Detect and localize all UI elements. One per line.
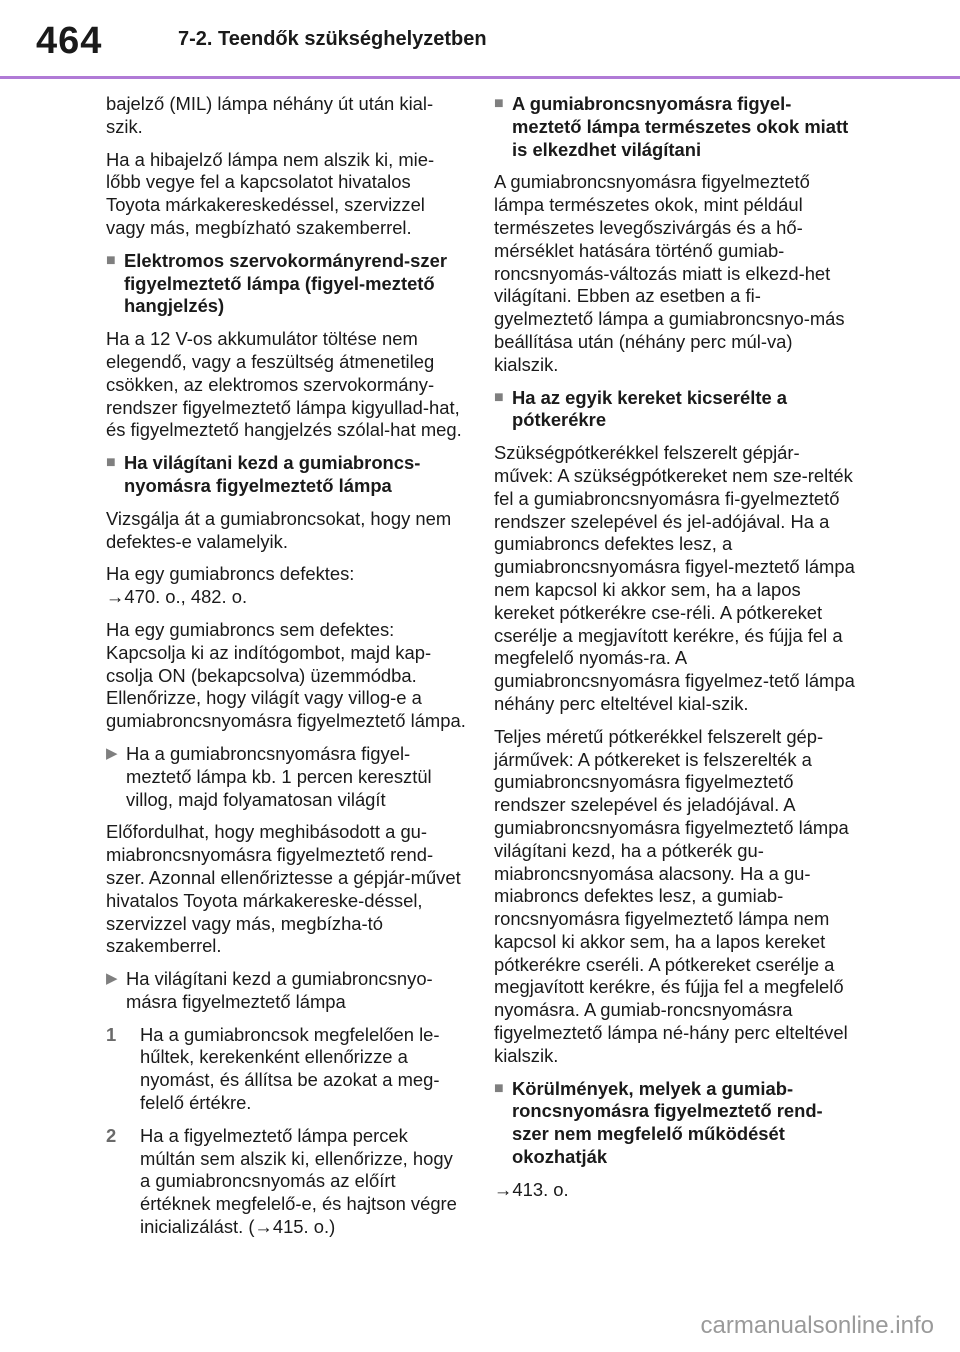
triangle-bullet-icon: ▶ xyxy=(106,744,118,762)
section-heading xyxy=(106,250,468,318)
section-heading-text: Ha világítani kezd a gumiabroncs-nyomásra figyelmeztető lámpa xyxy=(124,452,421,496)
step-text: Ha a figyelmeztető lámpa percek múltán sem alszik ki, ellenőrizze, hogy a gumiabroncsnyomás az előírt értéknek megfelelő-e, és hajtson végre inicializálást. (→415. o.) xyxy=(140,1124,457,1238)
chapter-title: 7-2. Teendők szükséghelyzetben xyxy=(178,28,487,50)
paragraph: bajelző (MIL) lámpa néhány út után kial-szik. xyxy=(106,93,434,137)
section-heading xyxy=(494,93,856,161)
triangle-bullet-icon: ▶ xyxy=(106,970,118,988)
paragraph: Vizsgálja át a gumiabroncsokat, hogy nem defektes-e valamelyik. xyxy=(106,507,452,552)
square-bullet-icon: ■ xyxy=(494,1079,504,1097)
left-column xyxy=(106,93,468,1249)
condition-text: Ha világítani kezd a gumiabroncsnyo-másra figyelmeztető lámpa xyxy=(126,968,433,1012)
section-heading-text: Körülmények, melyek a gumiab-roncsnyomásra figyelmeztető rend-szer nem megfelelő működését okozhatják xyxy=(512,1077,823,1168)
step-number: 2 xyxy=(106,1124,117,1146)
square-bullet-icon: ■ xyxy=(106,454,116,472)
watermark: carmanualsonline.info xyxy=(700,1312,934,1339)
paragraph: Ha a hibajelző lámpa nem alszik ki, mie-lőbb vegye fel a kapcsolatot hivatalos Toyota márkakereskedéssel, szervizzel vagy más, megbízható szakemberrel. xyxy=(106,148,435,238)
section-heading-text: Ha az egyik kereket kicserélte a pótkerékre xyxy=(512,386,788,431)
paragraph: Szükségpótkerékkel felszerelt gépjár-művek: A szükségpótkereket nem sze-relték fel a gumiabroncsnyomásra fi-gyelmeztető rendszer szelepével és jel-adójával. Ha a gumiabroncs defektes lesz, a gumiabroncsnyomásra figyel-meztető lámpa nem kapcsol ki akkor sem, ha a lapos kereket pótkerékre cse-réli. A pótkereket cserélje a megjavított kerékre, és fújja fel a megfelelő nyomás-ra. A gumiabroncsnyomásra figyelmez-tető lámpa néhány perc elteltével kial-szik. xyxy=(494,442,855,714)
paragraph: Ha egy gumiabroncs sem defektes: Kapcsolja ki az indítógombot, majd kap-csolja ON (bekapcsolva) üzemmódba. Ellenőrizze, hogy világít vagy villog-e a gumiabroncsnyomásra figyelmeztető lámpa. xyxy=(106,618,466,732)
paragraph: Előfordulhat, hogy meghibásodott a gu-miabroncsnyomásra figyelmeztető rend-szer. Azonnal ellenőriztesse a gépjár-művet hivatalos Toyota márkakereske-déssel, szervizzel vagy más, megbízha-tó szakemberrel. xyxy=(106,821,461,957)
right-column xyxy=(494,93,856,1212)
step-text: Ha a gumiabroncsok megfelelően le-hűltek, kerekenként ellenőrizze a nyomást, és állítsa be azokat a meg-felelő értékre. xyxy=(140,1023,440,1114)
condition-item xyxy=(106,968,468,1014)
section-heading-text: A gumiabroncsnyomásra figyel-meztető lámpa természetes okok miatt is elkezdhet világítani xyxy=(512,93,849,160)
section-heading xyxy=(494,1078,856,1169)
page-reference: →470. o., 482. o. xyxy=(106,586,248,608)
section-heading xyxy=(106,452,468,498)
paragraph-text: Ha egy gumiabroncs defektes: xyxy=(106,563,355,585)
page-number: 464 xyxy=(36,20,103,62)
header-rule xyxy=(0,76,960,79)
step-item xyxy=(106,1125,468,1239)
section-heading-text: Elektromos szervokormányrend-szer figyelmeztető lámpa (figyel-meztető hangjelzés) xyxy=(124,249,447,317)
step-number: 1 xyxy=(106,1023,117,1045)
step-item xyxy=(106,1024,468,1115)
condition-text: Ha a gumiabroncsnyomásra figyel-meztető lámpa kb. 1 percen keresztül villog, majd folyamatosan világít xyxy=(126,742,432,810)
paragraph: Ha a 12 V-os akkumulátor töltése nem elegendő, vagy a feszültség átmenetileg csökken, az elektromos szervokormány-rendszer figyelmeztető lámpa kigyullad-hat, és figyelmeztető hangjelzés szólal-hat meg. xyxy=(106,328,462,441)
paragraph: A gumiabroncsnyomásra figyelmeztető lámpa természetes okok, mint például természetes levegőszivárgás és a hő-mérséklet hatására történő gumiab-roncsnyomás-változás miatt is elkezd-het világítani. Ebben az esetben a fi-gyelmeztető lámpa a gumiabroncsnyo-más beállítása után (néhány perc múl-va) kialszik. xyxy=(494,171,845,375)
paragraph xyxy=(106,563,468,609)
section-heading xyxy=(494,387,856,433)
paragraph: Teljes méretű pótkerékkel felszerelt gép-járművek: A pótkereket is felszerelték a gumiabroncsnyomásra figyelmeztető rendszer szelepével és jeladójával. A gumiabroncsnyomásra figyelmeztető lámpa világítani kezd, ha a pótkerék gu-miabroncsnyomása alacsony. Ha a gu-miabroncs defektes lesz, a gumiab-roncsnyomásra figyelmeztető lámpa nem kapcsol ki akkor sem, ha a lapos kereket pótkerékre cseréli. A pótkereket cserélje a megjavított kerékre, és fújja fel a megfelelő nyomásra. A gumiab-roncsnyomásra figyelmeztető lámpa né-hány perc elteltével kialszik. xyxy=(494,725,849,1066)
square-bullet-icon: ■ xyxy=(106,251,116,269)
page-reference: →413. o. xyxy=(494,1178,569,1200)
condition-item xyxy=(106,743,468,811)
square-bullet-icon: ■ xyxy=(494,95,504,112)
page-header xyxy=(0,0,960,80)
square-bullet-icon: ■ xyxy=(494,388,504,406)
